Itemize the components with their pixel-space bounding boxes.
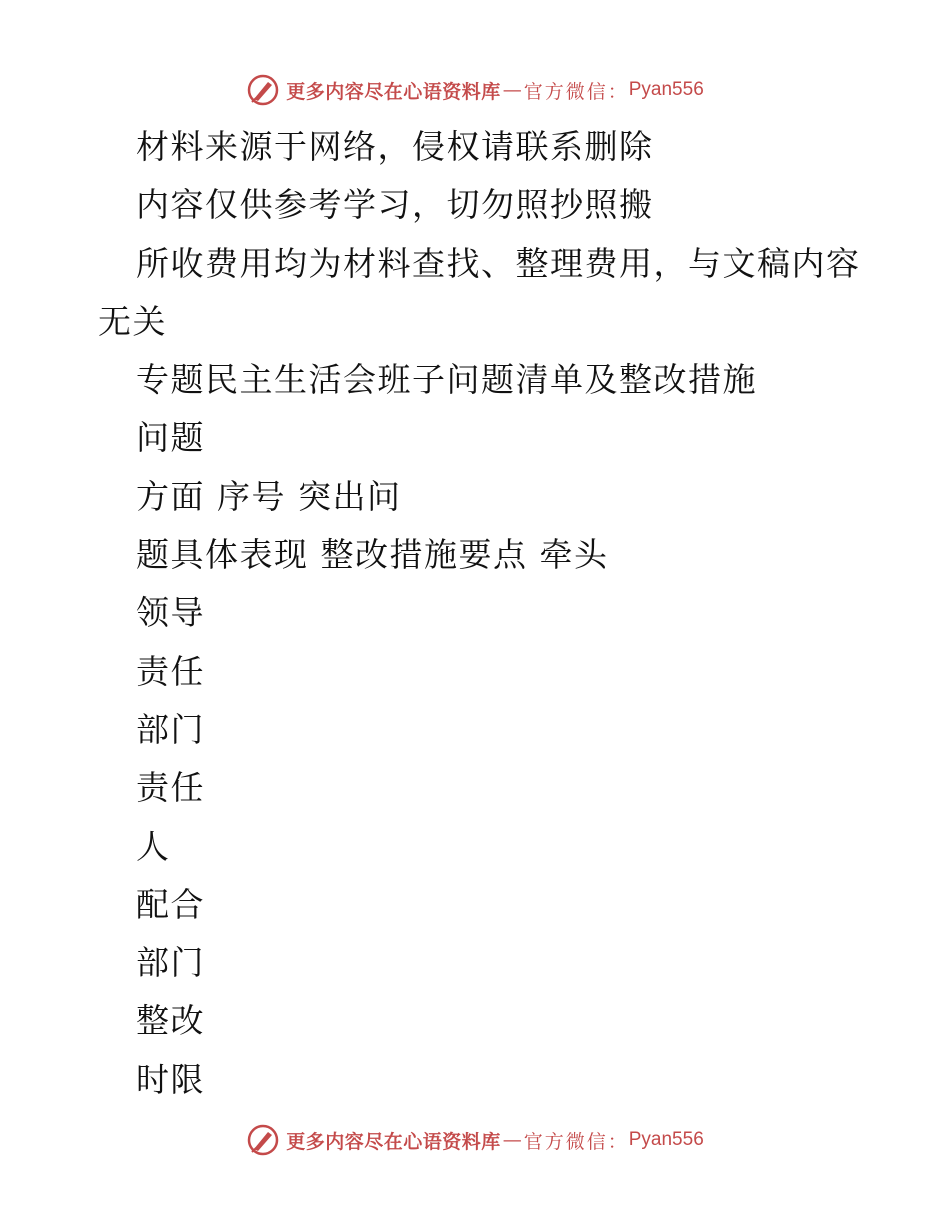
paragraph-line: 部门 [136,943,205,983]
quill-pen-logo-icon [246,73,280,107]
paragraph-line: 配合 [136,884,205,924]
paragraph-line: 部门 [136,709,205,749]
paragraph-line: 问题 [136,418,205,458]
paragraph-line: 整改 [136,1001,205,1041]
watermark-brand: 更多内容尽在心语资料库 [286,1130,501,1153]
header-watermark [0,70,950,110]
watermark-dash: — [502,79,522,101]
footer-watermark [0,1120,950,1160]
paragraph-line: 所收费用均为材料查找、整理费用，与文稿内容 [136,243,861,283]
paragraph-line: 领导 [136,593,205,633]
watermark-dash: — [502,1129,522,1151]
document-title: 专题民主生活会班子问题清单及整改措施 [136,360,757,400]
paragraph-line: 责任 [136,651,205,691]
paragraph-line: 时限 [136,1059,205,1099]
paragraph-line: 方面 序号 突出问 [136,476,402,516]
watermark-wechat-label: 官方微信： [523,1130,629,1153]
watermark-wechat-label: 官方微信： [523,80,629,103]
paragraph-line: 内容仅供参考学习，切勿照抄照搬 [136,185,654,225]
paragraph-line: 责任 [136,768,205,808]
watermark-wechat-id: Pyan556 [628,1129,704,1150]
document-body [98,118,868,1109]
paragraph-line: 无关 [98,301,167,341]
quill-pen-logo-icon [246,1123,280,1157]
paragraph-line: 材料来源于网络，侵权请联系删除 [136,127,654,166]
watermark-brand: 更多内容尽在心语资料库 [286,80,501,103]
paragraph-line: 人 [136,826,171,866]
watermark-wechat-id: Pyan556 [628,79,704,100]
paragraph-line: 题具体表现 整改措施要点 牵头 [136,535,609,575]
